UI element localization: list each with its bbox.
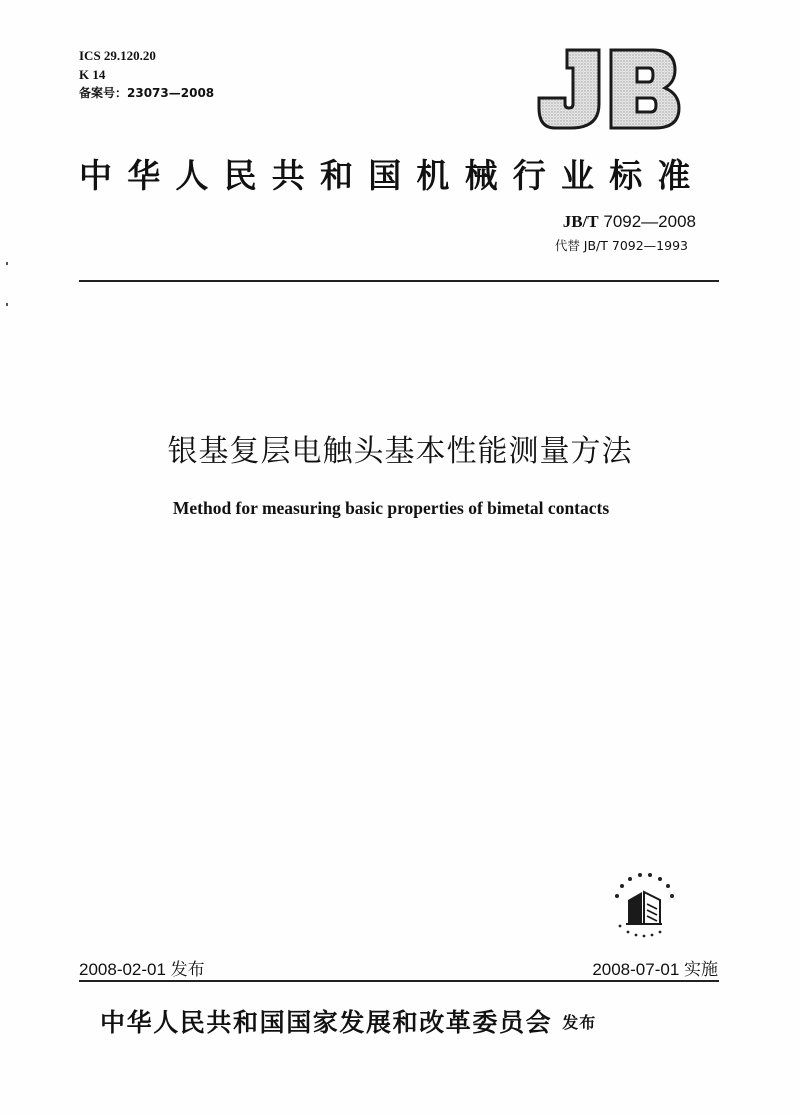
scan-speck [6, 303, 8, 306]
effective-date: 2008-07-01 实施 [592, 960, 718, 979]
document-title-english: Method for measuring basic properties of bimetal contacts [172, 498, 610, 518]
standard-code-prefix: JB/T [562, 212, 599, 231]
scan-speck [6, 262, 8, 265]
standard-type-title: 中华人民共和国机械行业标准 [79, 156, 706, 195]
issuer-suffix: 发布 [562, 1013, 597, 1032]
issuing-authority [100, 1003, 596, 1039]
document-title-chinese: 银基复层电触头基本性能测量方法 [167, 434, 633, 469]
standard-code [563, 212, 696, 232]
issuer-name: 中华人民共和国国家发展和改革委员会 [100, 1008, 553, 1037]
issue-date: 2008-02-01 发布 [79, 960, 205, 979]
record-number: 备案号：23073—2008 [79, 86, 215, 100]
footer-divider [79, 980, 719, 982]
standard-code-number: 7092—2008 [603, 212, 696, 231]
classification-block [79, 46, 214, 103]
jb-logo [533, 42, 683, 134]
replaced-standard: 代替 JB/T 7092—1993 [554, 238, 688, 253]
ics-code: ICS 29.120.20 [79, 48, 156, 63]
ccs-code: K 14 [79, 67, 106, 82]
publisher-seal-icon [606, 866, 682, 942]
header-divider [79, 280, 719, 282]
